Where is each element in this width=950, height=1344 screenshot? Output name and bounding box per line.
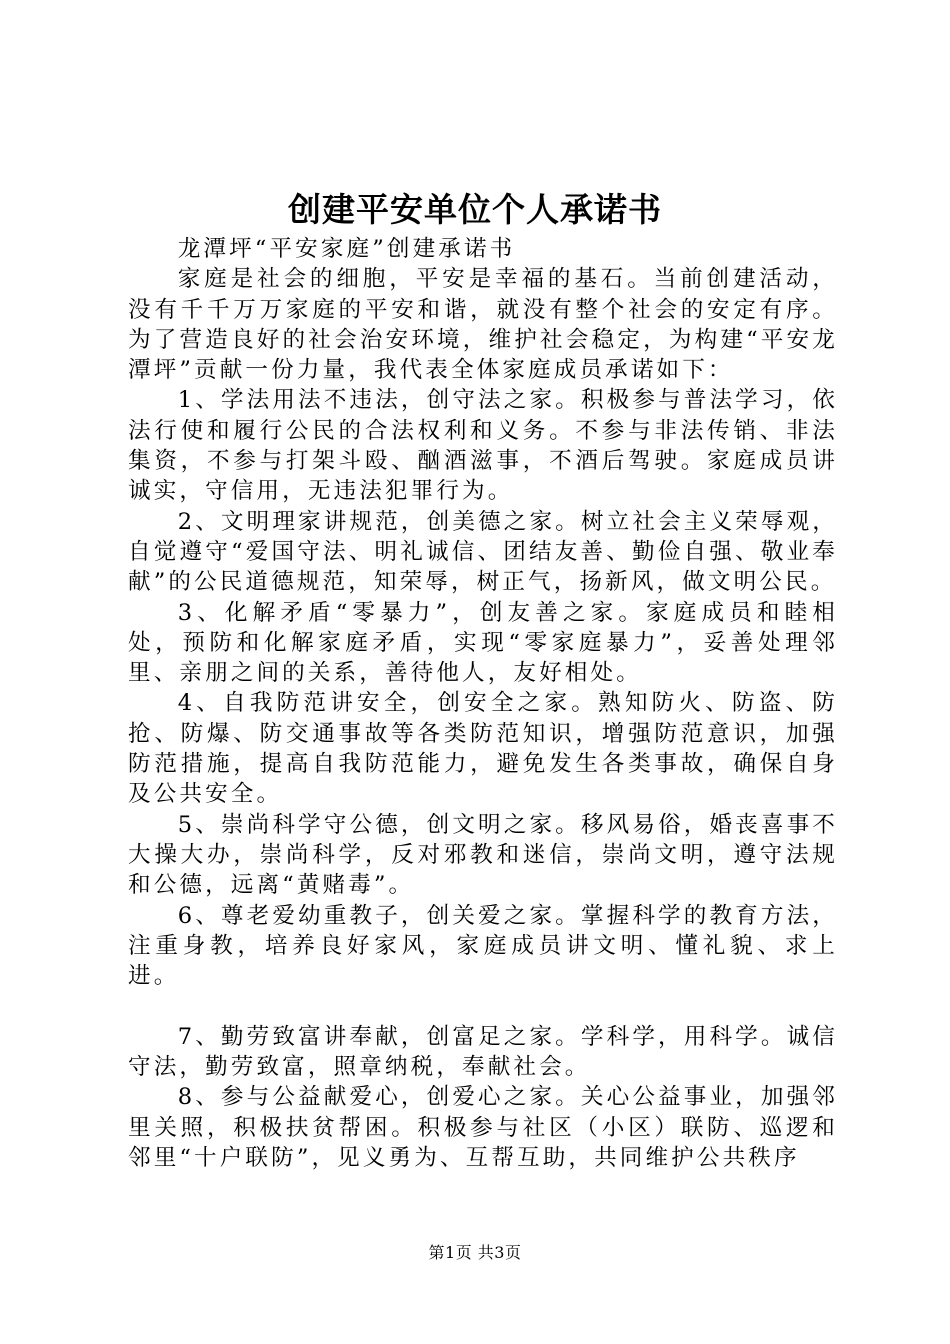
paragraph-item-1: 1、学法用法不违法，创守法之家。积极参与普法学习，依法行使和履行公民的合法权利和义务。不参与非法传销、非法集资，不参与打架斗殴、酗酒滋事，不酒后驾驶。家庭成员讲诚实，守信用，无违法犯罪行为。 <box>128 387 838 505</box>
page-footer: 第1页 共3页 <box>428 1243 522 1262</box>
paragraph-item-5: 5、崇尚科学守公德，创文明之家。移风易俗，婚丧喜事不大操大办，崇尚科学，反对邪教和迷信，崇尚文明，遵守法规和公德，远离“黄赌毒”。 <box>128 811 838 899</box>
paragraph-item-4: 4、自我防范讲安全，创安全之家。熟知防火、防盗、防抢、防爆、防交通事故等各类防范知识，增强防范意识，加强防范措施，提高自我防范能力，避免发生各类事故，确保自身及公共安全。 <box>128 690 838 808</box>
paragraph-item-7: 7、勤劳致富讲奉献，创富足之家。学科学，用科学。诚信守法，勤劳致富，照章纳税，奉献社会。 <box>128 1023 838 1081</box>
paragraph-item-8: 8、参与公益献爱心，创爱心之家。关心公益事业，加强邻里关照，积极扶贫帮困。积极参与社区（小区）联防、巡逻和邻里“十户联防”，见义勇为、互帮互助，共同维护公共秩序 <box>128 1084 838 1171</box>
paragraph-subtitle: 龙潭坪“平安家庭”创建承诺书 <box>177 236 516 262</box>
paragraph-item-2: 2、文明理家讲规范，创美德之家。树立社会主义荣辱观，自觉遵守“爱国守法、明礼诚信、团结友善、勤俭自强、敬业奉献”的公民道德规范，知荣辱，树正气，扬新风，做文明公民。 <box>128 508 838 596</box>
document-title: 创建平安单位个人承诺书 <box>288 190 662 229</box>
paragraph-intro: 家庭是社会的细胞，平安是幸福的基石。当前创建活动，没有千千万万家庭的平安和谐，就没有整个社会的安定有序。为了营造良好的社会治安环境，维护社会稳定，为构建“平安龙潭坪”贡献一份力量，我代表全体家庭成员承诺如下： <box>128 266 838 384</box>
paragraph-item-6: 6、尊老爱幼重教子，创关爱之家。掌握科学的教育方法，注重身教，培养良好家风，家庭成员讲文明、懂礼貌、求上进。 <box>128 902 838 990</box>
document-body <box>128 234 838 1173</box>
paragraph-item-3: 3、化解矛盾“零暴力”，创友善之家。家庭成员和睦相处，预防和化解家庭矛盾，实现“零家庭暴力”，妥善处理邻里、亲朋之间的关系，善待他人，友好相处。 <box>128 599 838 687</box>
